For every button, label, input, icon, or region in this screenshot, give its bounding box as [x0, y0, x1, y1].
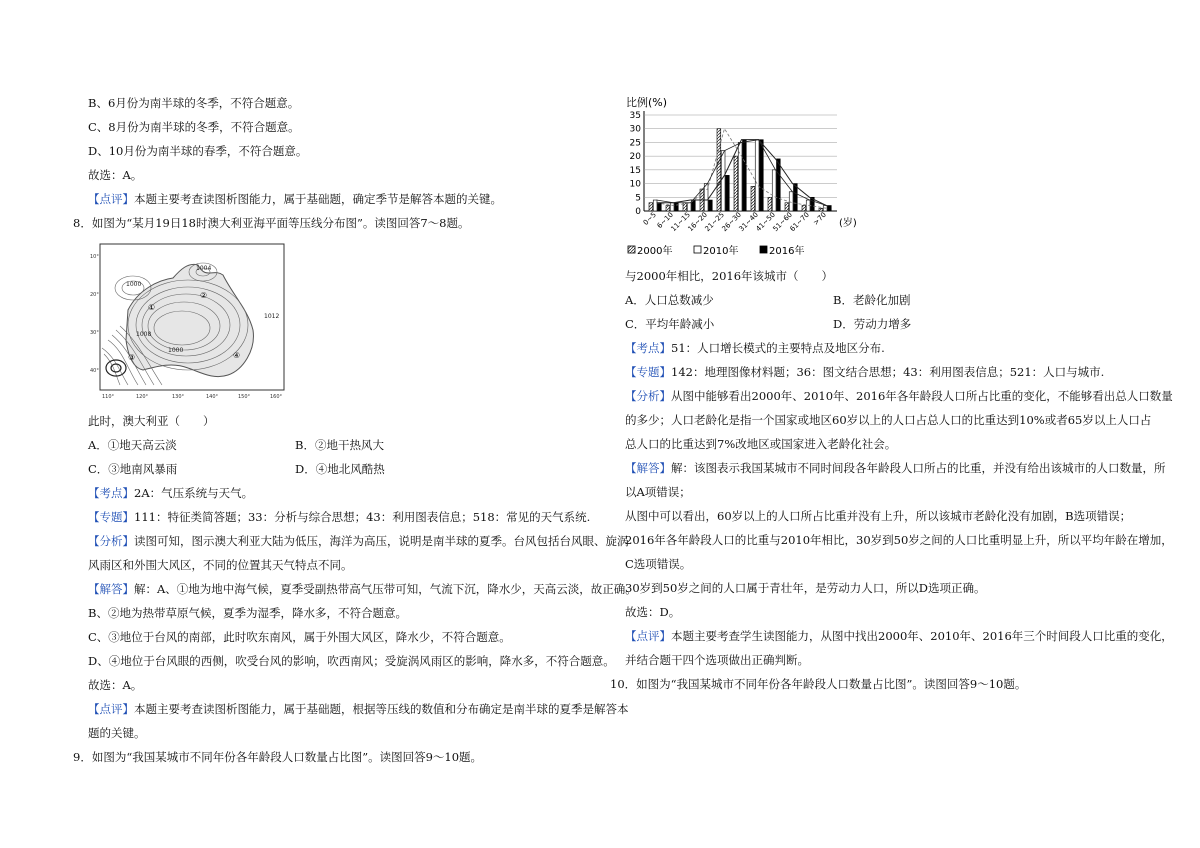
y-tick-label: 10: [629, 179, 641, 190]
bar-2000年-51~60: [785, 203, 789, 211]
bar-2000年-26~30: [734, 156, 738, 211]
x-tick-label: 11~15: [669, 210, 692, 234]
point-label-3: ③: [128, 353, 136, 362]
left-line-1: C、8月份为南半球的冬季，不符合题意。: [88, 120, 300, 134]
legend-label-2010: 2010年: [703, 246, 739, 257]
bar-2010年-0~5: [653, 200, 657, 211]
left-after-6: C、③地位于台风的南部，此时吹东南风，属于外围大风区，降水少，不符合题意。: [88, 630, 511, 644]
y-tick-label: 25: [629, 138, 641, 149]
bar-2016年-16~20: [709, 200, 713, 211]
bar-2016年-41~50: [777, 159, 781, 211]
right-after-11: 故选：D。: [625, 605, 681, 619]
x-tick-label: 41~50: [754, 210, 777, 234]
q-option-d: D．劳动力增多: [833, 317, 912, 331]
question-10-title: 10．如图为“我国某城市不同年份各年龄段人口数量占比图”。读图回答9～10题。: [610, 677, 1027, 691]
q-stem: 与2000年相比，2016年该城市（ ）: [625, 269, 834, 283]
left-after-5: B、②地为热带草原气候，夏季为湿季，降水多，不符合题意。: [88, 606, 407, 620]
legend-label-2000: 2000年: [637, 246, 673, 257]
q8-option-b: B．②地干热风大: [295, 438, 384, 452]
left-line-3: 故选：A。: [88, 168, 143, 182]
y-tick-label: 15: [629, 165, 641, 176]
bar-2010年-26~30: [738, 142, 742, 211]
bar-2000年-6~10: [666, 206, 670, 211]
left-after-2: 【分析】读图可知，图示澳大利亚大陆为低压，海洋为高压，说明是南半球的夏季。台风包括台风眼、旋涡: [88, 534, 629, 548]
left-after-0: 【考点】2A：气压系统与天气。: [88, 486, 254, 500]
y-tick-label: 30: [629, 124, 641, 135]
isobar-label-2: 1012: [264, 313, 280, 320]
bar-2010年-41~50: [772, 170, 776, 211]
x-tick-label: 6~10: [655, 210, 675, 231]
lon-label-1: 120°: [136, 394, 149, 400]
lon-label-5: 160°: [270, 394, 283, 400]
question-8-title: 8．如图为“某月19日18时澳大利亚海平面等压线分布图”。读图回答7～8题。: [73, 216, 470, 230]
right-after-10: 30岁到50岁之间的人口属于青壮年，是劳动力人口，所以D选项正确。: [625, 581, 986, 595]
q-option-c: C．平均年龄减小: [625, 317, 715, 331]
left-after-8: 故选：A。: [88, 678, 143, 692]
bar-2016年-26~30: [743, 140, 747, 211]
population-chart: [622, 93, 872, 263]
bar-2010年-31~40: [755, 140, 759, 211]
bar-2010年-21~25: [721, 151, 725, 211]
left-after-4: 【解答】解：A、①地为地中海气候，夏季受副热带高气压带可知，气流下沉，降水少，天高云淡，故正确。: [88, 582, 637, 596]
isobar-label-0: 1000: [126, 281, 142, 288]
lat-label-3: 40°: [90, 368, 99, 374]
left-after-7: D、④地位于台风眼的西侧，吹受台风的影响，吹西南风；受旋涡风雨区的影响，降水多，不符合题意。: [88, 654, 615, 668]
right-after-9: C选项错误。: [625, 557, 692, 571]
y-tick-label: 5: [635, 193, 641, 204]
left-after-9: 【点评】本题主要考查读图析图能力，属于基础题，根据等压线的数值和分布确定是南半球的夏季是解答本: [88, 702, 629, 716]
point-label-1: ①: [148, 303, 156, 312]
q8-option-a: A．①地天高云淡: [88, 438, 177, 452]
x-tick-label: 0~5: [641, 210, 658, 227]
legend-label-2016: 2016年: [769, 246, 805, 257]
lon-label-0: 110°: [102, 394, 115, 400]
bar-2010年-51~60: [789, 192, 793, 211]
chart-xlabel: (岁): [839, 218, 857, 229]
bar-2016年-0~5: [658, 203, 662, 211]
right-after-1: 【专题】142：地理图像材料题；36：图文结合思想；43：利用图表信息；521：人口与城市.: [625, 365, 1105, 379]
right-after-3: 的多少；人口老龄化是指一个国家或地区60岁以上的人口占总人口的比重达到10%或者65岁以上人口占: [625, 413, 1152, 427]
left-line-4: 【点评】本题主要考查读图析图能力，属于基础题，确定季节是解答本题的关键。: [88, 192, 502, 206]
point-label-2: ②: [200, 291, 208, 300]
bar-2016年-6~10: [675, 203, 679, 211]
y-tick-label: 0: [635, 207, 641, 217]
lat-label-2: 30°: [90, 330, 99, 336]
left-after-10: 题的关键。: [88, 726, 146, 740]
x-tick-label: 61~70: [788, 210, 811, 234]
bar-2016年-51~60: [794, 184, 798, 211]
right-after-2: 【分析】从图中能够看出2000年、2010年、2016年各年龄段人口所占比重的变化，不能够看出总人口数量: [625, 389, 1173, 403]
right-after-5: 【解答】解：该图表示我国某城市不同时间段各年龄段人口所占的比重，并没有给出该城市的人口数量，所: [625, 461, 1166, 475]
bar-2000年-41~50: [768, 197, 772, 211]
right-after-4: 总人口的比重达到7%改地区或国家进入老龄化社会。: [625, 437, 897, 451]
bar-2000年-31~40: [751, 186, 755, 211]
x-tick-label: 21~25: [703, 210, 726, 234]
q-option-a: A．人口总数减少: [625, 293, 714, 307]
q-option-b: B．老龄化加剧: [833, 293, 911, 307]
bar-2010年-16~20: [704, 184, 708, 211]
left-after-1: 【专题】111：特征类简答题；33：分析与综合思想；43：利用图表信息；518：常见的天气系统.: [88, 510, 591, 524]
bar-2016年->70: [828, 206, 832, 211]
x-tick-label: 16~20: [686, 210, 709, 234]
lon-label-2: 130°: [172, 394, 185, 400]
legend-swatch-2016: [760, 246, 767, 253]
point-label-4: ④: [233, 351, 241, 360]
right-after-6: 以A项错误；: [625, 485, 691, 499]
lat-label-1: 20°: [90, 292, 99, 298]
legend-swatch-2000: [628, 246, 635, 253]
y-tick-label: 20: [629, 152, 641, 163]
q8-option-c: C．③地南风暴雨: [88, 462, 178, 476]
left-after-3: 风雨区和外围大风区，不同的位置其天气特点不同。: [88, 558, 353, 572]
isobar-map: [88, 240, 288, 400]
right-after-12: 【点评】本题主要考查学生读图能力，从图中找出2000年、2010年、2016年三个时间段人口比重的变化，: [625, 629, 1173, 643]
q8-stem: 此时，澳大利亚（ ）: [88, 414, 215, 428]
isobar-label-1: 1004: [196, 265, 212, 272]
bar-2010年-6~10: [670, 203, 674, 211]
bar-2000年-0~5: [649, 203, 653, 211]
x-tick-label: 31~40: [737, 210, 760, 234]
right-after-13: 并结合题干四个选项做出正确判断。: [625, 653, 809, 667]
bar-2010年-11~15: [687, 203, 691, 211]
right-after-7: 从图中可以看出，60岁以上的人口所占比重并没有上升，所以该城市老龄化没有加剧，B选项错误；: [625, 509, 1132, 523]
x-tick-label: 26~30: [720, 210, 743, 234]
q8-option-d: D．④地北风酷热: [295, 462, 385, 476]
right-after-8: 2016年各年龄段人口的比重与2010年相比，30岁到50岁之间的人口比重明显上升，所以平均年龄在增加，: [625, 533, 1173, 547]
chart-title: 比例(%): [626, 96, 668, 109]
question-9-title: 9．如图为“我国某城市不同年份各年龄段人口数量占比图”。读图回答9～10题。: [73, 750, 483, 764]
lon-label-4: 150°: [238, 394, 251, 400]
bar-2000年->70: [819, 208, 823, 211]
comment-tag: 【点评】: [88, 192, 134, 206]
isobar-label-4: 1008: [136, 331, 152, 338]
bar-2016年-21~25: [726, 175, 730, 211]
x-tick-label: >70: [811, 210, 828, 227]
lat-label-0: 10°: [90, 254, 99, 260]
lon-label-3: 140°: [206, 394, 219, 400]
left-line-0: B、6月份为南半球的冬季，不符合题意。: [88, 96, 300, 110]
legend-swatch-2010: [694, 246, 701, 253]
bar-2000年-61~70: [802, 206, 806, 211]
bar-2016年-31~40: [760, 140, 764, 211]
left-line-2: D、10月份为南半球的春季，不符合题意。: [88, 144, 308, 158]
x-tick-label: 51~60: [771, 210, 794, 234]
isobar-label-3: 1000: [168, 347, 184, 354]
y-tick-label: 35: [629, 111, 641, 121]
bar-2000年-21~25: [717, 129, 721, 211]
right-after-0: 【考点】51：人口增长模式的主要特点及地区分布.: [625, 341, 885, 355]
population-chart-svg: [622, 93, 872, 263]
